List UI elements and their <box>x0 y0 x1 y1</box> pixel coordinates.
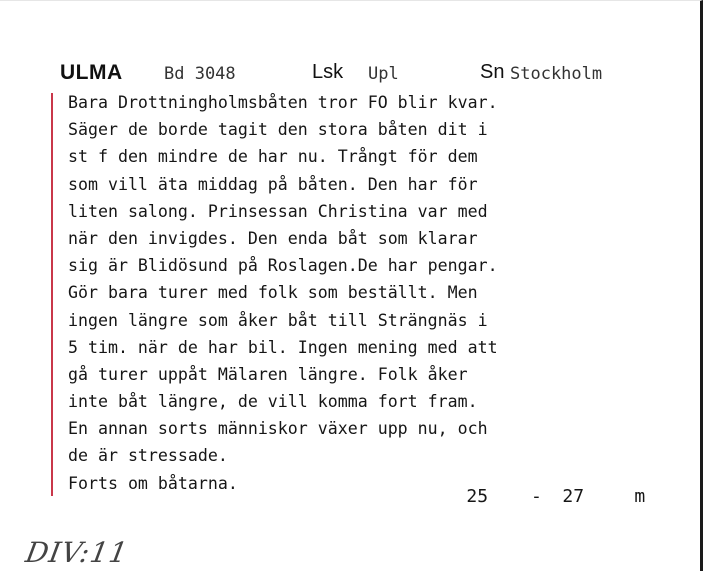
text-line: Säger de borde tagit den stora båten dit i <box>68 120 488 140</box>
page-to: 27 <box>562 486 585 507</box>
page-unit: m <box>634 486 646 507</box>
socken-value: Stockholm <box>510 64 603 84</box>
text-line: ingen längre som åker båt till Strängnäs i <box>68 310 488 330</box>
archive-name: ULMA <box>60 61 123 84</box>
page-reference <box>423 465 645 528</box>
typed-text-body <box>68 89 668 497</box>
page-from: 25 <box>466 486 489 507</box>
card-header <box>60 61 660 89</box>
socken-label: Sn <box>480 61 505 83</box>
text-line: 5 tim. när de har bil. Ingen mening med att <box>68 337 498 357</box>
text-line: Forts om båtarna. <box>68 473 238 493</box>
margin-rule <box>51 93 53 496</box>
text-line: En annan sorts människor växer upp nu, och <box>68 419 488 439</box>
text-line: när den invigdes. Den enda båt som klarar <box>68 228 478 248</box>
text-line: Bara Drottningholmsbåten tror FO blir kvar. <box>68 93 498 112</box>
text-line: liten salong. Prinsessan Christina var med <box>68 201 488 221</box>
text-line: de är stressade. <box>68 446 228 466</box>
handwritten-signature: DIV:11 <box>23 536 131 569</box>
text-line: inte båt längre, de vill komma fort fram. <box>68 392 478 412</box>
accession-number: Bd 3048 <box>164 64 236 84</box>
page-dash: - <box>530 486 542 507</box>
landskap-label: Lsk <box>312 61 344 83</box>
text-line: st f den mindre de har nu. Trångt för dem <box>68 147 478 167</box>
text-line: sig är Blidösund på Roslagen.De har pengar. <box>68 256 498 276</box>
landskap-value: Upl <box>368 64 399 84</box>
text-line: gå turer uppåt Mälaren längre. Folk åker <box>68 364 468 384</box>
text-line: som vill äta middag på båten. Den har för <box>68 174 478 194</box>
text-line: Gör bara turer med folk som beställt. Men <box>68 283 478 303</box>
